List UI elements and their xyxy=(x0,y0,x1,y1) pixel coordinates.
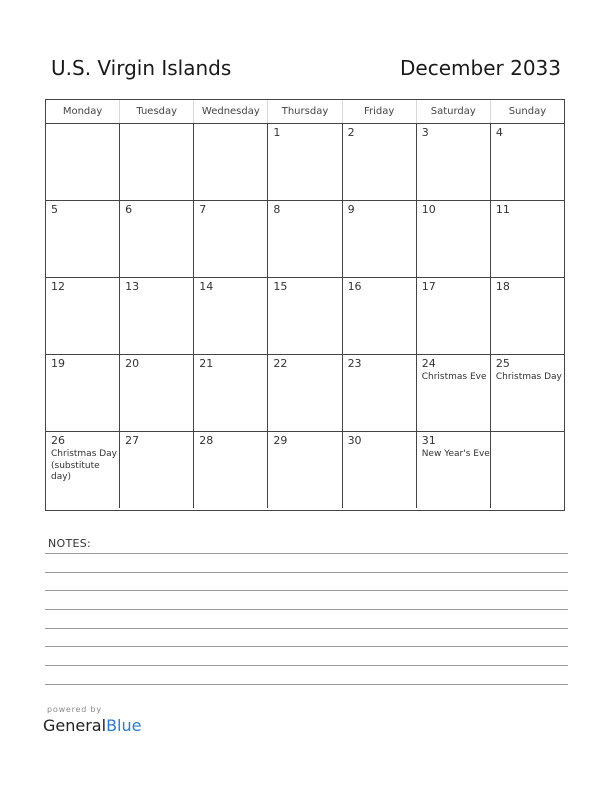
calendar-day-cell xyxy=(119,278,193,354)
day-number: 25 xyxy=(495,357,510,370)
calendar-day-cell xyxy=(490,355,564,431)
calendar-day-cell xyxy=(490,432,564,508)
day-number: 23 xyxy=(347,357,362,370)
calendar-day-cell xyxy=(416,355,490,431)
note-line xyxy=(45,553,568,554)
day-number: 26 xyxy=(51,434,65,447)
day-number: 14 xyxy=(199,280,214,293)
calendar-week-row xyxy=(46,355,564,432)
calendar-day-cell xyxy=(342,432,416,508)
holiday-label: New Year's Eve xyxy=(421,449,490,459)
day-number: 10 xyxy=(421,203,436,216)
weekday-label-sunday: Sunday xyxy=(490,100,564,123)
calendar-day-cell xyxy=(119,201,193,277)
calendar-day-cell xyxy=(46,432,119,508)
day-number: 9 xyxy=(347,203,355,216)
note-line xyxy=(45,609,568,610)
calendar-day-cell xyxy=(119,355,193,431)
day-number: 24 xyxy=(421,357,436,370)
calendar-day-cell xyxy=(267,278,341,354)
calendar-weeks xyxy=(46,124,564,508)
calendar-day-cell xyxy=(267,201,341,277)
calendar-day-cell xyxy=(193,278,267,354)
calendar-day-cell xyxy=(416,432,490,508)
calendar-week-row xyxy=(46,432,564,508)
calendar-day-cell xyxy=(342,355,416,431)
calendar-week-row xyxy=(46,124,564,201)
calendar-region-title: U.S. Virgin Islands xyxy=(51,56,232,80)
day-number: 31 xyxy=(421,434,436,447)
day-number: 4 xyxy=(495,126,503,139)
day-number: 18 xyxy=(495,280,510,293)
brand-logo-blue: Blue xyxy=(106,716,142,735)
day-number: 1 xyxy=(273,126,281,139)
weekday-label-saturday: Saturday xyxy=(416,100,490,123)
day-number: 6 xyxy=(125,203,133,216)
brand-logo-general: General xyxy=(43,716,107,735)
calendar-day-cell xyxy=(342,201,416,277)
note-line xyxy=(45,628,568,629)
calendar-day-cell xyxy=(193,124,267,200)
calendar-day-cell xyxy=(416,124,490,200)
weekday-label-wednesday: Wednesday xyxy=(193,100,267,123)
calendar-day-cell xyxy=(490,124,564,200)
calendar-day-cell xyxy=(193,432,267,508)
holiday-label: Christmas Day (substitute day) xyxy=(51,449,118,482)
day-number: 21 xyxy=(199,357,214,370)
weekday-label-tuesday: Tuesday xyxy=(119,100,193,123)
day-number: 22 xyxy=(273,357,288,370)
notes-label: NOTES: xyxy=(48,537,92,550)
calendar-day-cell xyxy=(490,278,564,354)
day-number: 2 xyxy=(347,126,355,139)
weekday-header-row xyxy=(46,100,564,124)
powered-by-text: powered by xyxy=(47,705,102,714)
day-number: 19 xyxy=(51,357,65,370)
calendar-day-cell xyxy=(342,278,416,354)
day-number: 17 xyxy=(421,280,436,293)
day-number: 8 xyxy=(273,203,281,216)
note-line xyxy=(45,590,568,591)
holiday-label: Christmas Eve xyxy=(421,372,487,382)
weekday-label-monday: Monday xyxy=(62,106,103,117)
calendar-day-cell xyxy=(267,355,341,431)
holiday-label: Christmas Day xyxy=(495,372,562,382)
calendar-grid xyxy=(45,99,565,511)
calendar-day-cell xyxy=(267,432,341,508)
day-number: 13 xyxy=(125,280,140,293)
day-number: 20 xyxy=(125,357,140,370)
calendar-day-cell xyxy=(119,432,193,508)
calendar-day-cell xyxy=(46,124,119,200)
calendar-day-cell xyxy=(267,124,341,200)
note-line xyxy=(45,646,568,647)
day-number: 28 xyxy=(199,434,214,447)
note-line xyxy=(45,684,568,685)
weekday-label-friday: Friday xyxy=(342,100,416,123)
day-number: 27 xyxy=(125,434,140,447)
calendar-day-cell xyxy=(193,201,267,277)
calendar-day-cell xyxy=(46,278,119,354)
note-line xyxy=(45,665,568,666)
calendar-day-cell xyxy=(342,124,416,200)
day-number: 15 xyxy=(273,280,288,293)
day-number: 30 xyxy=(347,434,362,447)
calendar-day-cell xyxy=(119,124,193,200)
calendar-day-cell xyxy=(46,355,119,431)
day-number: 5 xyxy=(51,203,58,216)
day-number: 7 xyxy=(199,203,207,216)
day-number: 11 xyxy=(495,203,510,216)
day-number: 3 xyxy=(421,126,429,139)
calendar-week-row xyxy=(46,278,564,355)
calendar-month-title: December 2033 xyxy=(400,56,561,80)
day-number: 29 xyxy=(273,434,288,447)
calendar-day-cell xyxy=(416,278,490,354)
calendar-day-cell xyxy=(490,201,564,277)
day-number: 12 xyxy=(51,280,65,293)
calendar-day-cell xyxy=(416,201,490,277)
note-line xyxy=(45,572,568,573)
weekday-label-thursday: Thursday xyxy=(267,100,341,123)
brand-logo xyxy=(43,716,141,735)
day-number: 16 xyxy=(347,280,362,293)
calendar-day-cell xyxy=(193,355,267,431)
calendar-week-row xyxy=(46,201,564,278)
calendar-day-cell xyxy=(46,201,119,277)
